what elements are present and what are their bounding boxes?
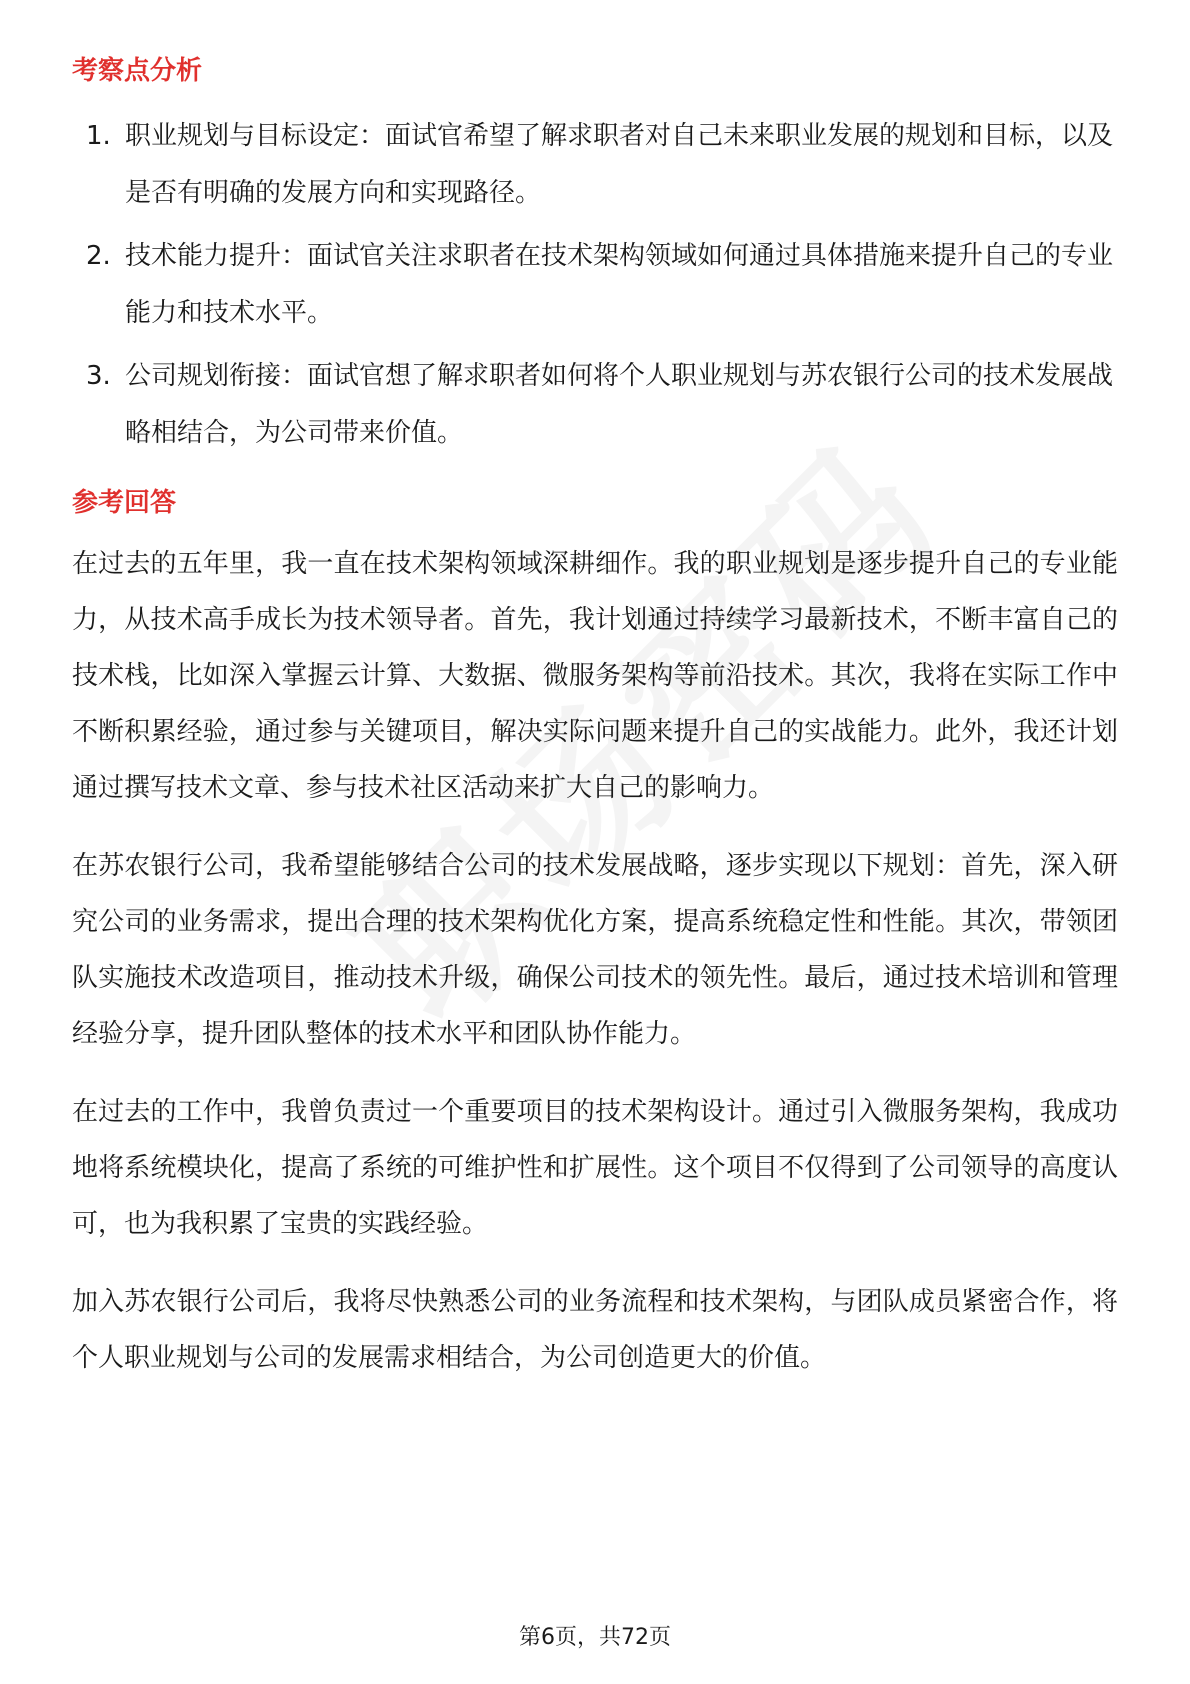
list-item xyxy=(72,228,1118,342)
list-item-text: 职业规划与目标设定：面试官希望了解求职者对自己未来职业发展的规划和目标，以及是否有明确的发展方向和实现路径。 xyxy=(125,121,1114,208)
answer-paragraph: 在过去的五年里，我一直在技术架构领域深耕细作。我的职业规划是逐步提升自己的专业能力，从技术高手成长为技术领导者。首先，我计划通过持续学习最新技术，不断丰富自己的技术栈，比如深入掌握云计算、大数据、微服务架构等前沿技术。其次，我将在实际工作中不断积累经验，通过参与关键项目，解决实际问题来提升自己的实战能力。此外，我还计划通过撰写技术文章、参与技术社区活动来扩大自己的影响力。 xyxy=(72,549,1118,803)
analysis-heading: 考察点分析 xyxy=(72,56,203,86)
answer-paragraph: 加入苏农银行公司后，我将尽快熟悉公司的业务流程和技术架构，与团队成员紧密合作，将个人职业规划与公司的发展需求相结合，为公司创造更大的价值。 xyxy=(72,1287,1118,1373)
list-item-number: 2. xyxy=(86,241,111,271)
page-content xyxy=(72,48,1118,1408)
page-number: 第6页，共72页 xyxy=(519,1625,671,1650)
list-item-text: 公司规划衔接：面试官想了解求职者如何将个人职业规划与苏农银行公司的技术发展战略相结合，为公司带来价值。 xyxy=(125,361,1114,448)
list-item-text: 技术能力提升：面试官关注求职者在技术架构领域如何通过具体措施来提升自己的专业能力和技术水平。 xyxy=(125,241,1114,328)
list-item-number: 3. xyxy=(86,361,111,391)
list-item xyxy=(72,108,1118,222)
answer-heading: 参考回答 xyxy=(72,488,177,518)
answer-paragraph: 在过去的工作中，我曾负责过一个重要项目的技术架构设计。通过引入微服务架构，我成功地将系统模块化，提高了系统的可维护性和扩展性。这个项目不仅得到了公司领导的高度认可，也为我积累了宝贵的实践经验。 xyxy=(72,1097,1118,1239)
analysis-list xyxy=(72,108,1118,462)
list-item-number: 1. xyxy=(86,121,111,151)
answer-paragraph: 在苏农银行公司，我希望能够结合公司的技术发展战略，逐步实现以下规划：首先，深入研究公司的业务需求，提出合理的技术架构优化方案，提高系统稳定性和性能。其次，带领团队实施技术改造项目，推动技术升级，确保公司技术的领先性。最后，通过技术培训和管理经验分享，提升团队整体的技术水平和团队协作能力。 xyxy=(72,851,1118,1049)
list-item xyxy=(72,348,1118,462)
